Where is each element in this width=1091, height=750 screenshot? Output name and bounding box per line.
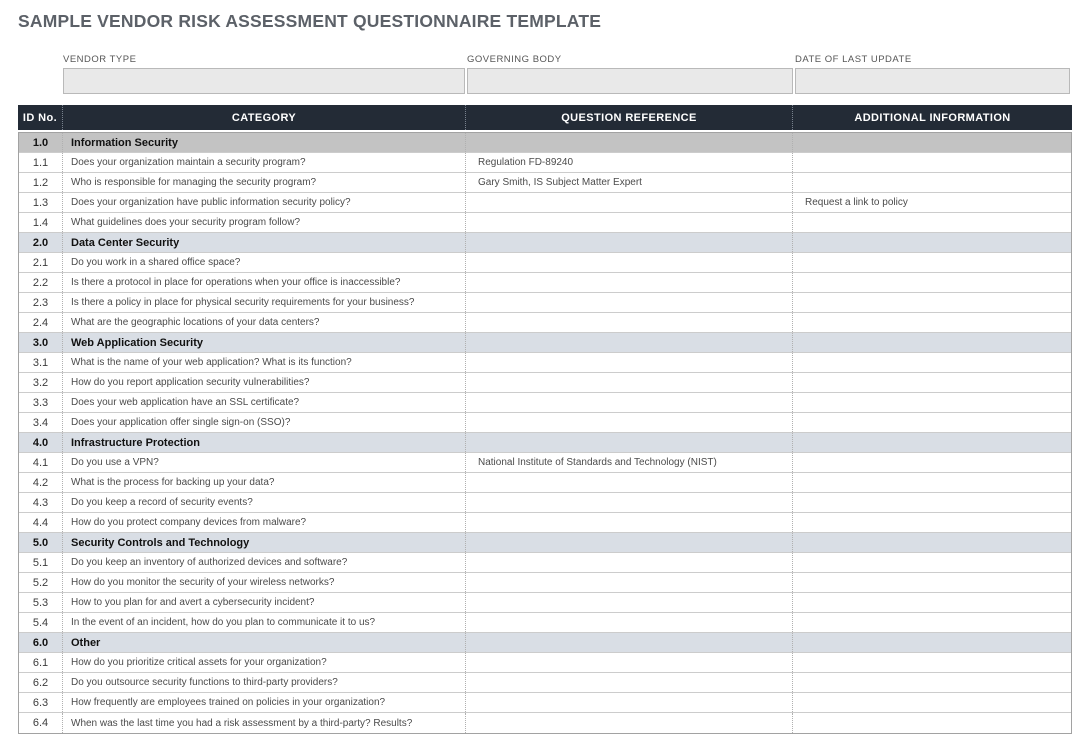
- additional-cell[interactable]: [793, 153, 1071, 172]
- table-row: [19, 613, 1071, 633]
- section-reference-cell[interactable]: [466, 533, 793, 552]
- table-row: [19, 373, 1071, 393]
- section-id[interactable]: 4.0: [19, 433, 63, 452]
- reference-cell[interactable]: [466, 213, 793, 232]
- additional-cell[interactable]: [793, 213, 1071, 232]
- question-cell[interactable]: How to you plan for and avert a cybersecurity incident?: [63, 593, 466, 612]
- row-id[interactable]: 4.2: [19, 473, 63, 492]
- row-id[interactable]: 6.2: [19, 673, 63, 692]
- table-row: [19, 553, 1071, 573]
- additional-cell[interactable]: [793, 613, 1071, 632]
- row-id[interactable]: 3.4: [19, 413, 63, 432]
- table-row: [19, 473, 1071, 493]
- section-additional-cell[interactable]: [793, 233, 1071, 252]
- section-additional-cell[interactable]: [793, 133, 1071, 152]
- row-id[interactable]: 5.4: [19, 613, 63, 632]
- row-id[interactable]: 2.2: [19, 273, 63, 292]
- row-id[interactable]: 4.3: [19, 493, 63, 512]
- question-cell[interactable]: Do you work in a shared office space?: [63, 253, 466, 272]
- section-additional-cell[interactable]: [793, 333, 1071, 352]
- row-id[interactable]: 3.1: [19, 353, 63, 372]
- question-cell[interactable]: What are the geographic locations of your data centers?: [63, 313, 466, 332]
- question-cell[interactable]: Does your application offer single sign-on (SSO)?: [63, 413, 466, 432]
- question-cell[interactable]: In the event of an incident, how do you plan to communicate it to us?: [63, 613, 466, 632]
- section-title[interactable]: Security Controls and Technology: [63, 533, 466, 552]
- question-cell[interactable]: How frequently are employees trained on policies in your organization?: [63, 693, 466, 712]
- section-row: [19, 333, 1071, 353]
- row-id[interactable]: 3.2: [19, 373, 63, 392]
- additional-cell[interactable]: [793, 473, 1071, 492]
- section-additional-cell[interactable]: [793, 433, 1071, 452]
- table-row: [19, 213, 1071, 233]
- table-row: [19, 573, 1071, 593]
- reference-cell[interactable]: National Institute of Standards and Technology (NIST): [466, 453, 793, 472]
- row-id[interactable]: 2.4: [19, 313, 63, 332]
- questionnaire-table: [18, 105, 1072, 734]
- reference-cell[interactable]: [466, 313, 793, 332]
- row-id[interactable]: 5.2: [19, 573, 63, 592]
- reference-cell[interactable]: [466, 673, 793, 692]
- additional-cell[interactable]: [793, 273, 1071, 292]
- table-row: [19, 273, 1071, 293]
- table-row: [19, 193, 1071, 213]
- table-row: [19, 313, 1071, 333]
- question-cell[interactable]: How do you monitor the security of your wireless networks?: [63, 573, 466, 592]
- additional-cell[interactable]: [793, 313, 1071, 332]
- header-category: CATEGORY: [62, 105, 465, 130]
- row-id[interactable]: 1.1: [19, 153, 63, 172]
- table-row: [19, 513, 1071, 533]
- additional-cell[interactable]: [793, 573, 1071, 592]
- date-of-last-update-input[interactable]: [795, 68, 1070, 94]
- top-fields: [63, 52, 1072, 94]
- reference-cell[interactable]: [466, 293, 793, 312]
- reference-cell[interactable]: [466, 693, 793, 712]
- reference-cell[interactable]: [466, 253, 793, 272]
- reference-cell[interactable]: [466, 613, 793, 632]
- additional-cell[interactable]: [793, 593, 1071, 612]
- section-id[interactable]: 5.0: [19, 533, 63, 552]
- section-row: [19, 433, 1071, 453]
- question-cell[interactable]: Does your organization maintain a security program?: [63, 153, 466, 172]
- additional-cell[interactable]: [793, 393, 1071, 412]
- reference-cell[interactable]: [466, 513, 793, 532]
- reference-cell[interactable]: [466, 473, 793, 492]
- additional-cell[interactable]: [793, 173, 1071, 192]
- question-cell[interactable]: How do you report application security vulnerabilities?: [63, 373, 466, 392]
- additional-cell[interactable]: [793, 493, 1071, 512]
- row-id[interactable]: 5.1: [19, 553, 63, 572]
- section-row: [19, 633, 1071, 653]
- section-reference-cell[interactable]: [466, 433, 793, 452]
- section-title[interactable]: Infrastructure Protection: [63, 433, 466, 452]
- section-row: [19, 233, 1071, 253]
- table-row: [19, 673, 1071, 693]
- row-id[interactable]: 1.3: [19, 193, 63, 212]
- section-id[interactable]: 3.0: [19, 333, 63, 352]
- section-row: [19, 133, 1071, 153]
- reference-cell[interactable]: [466, 713, 793, 733]
- additional-cell[interactable]: [793, 413, 1071, 432]
- additional-cell[interactable]: [793, 693, 1071, 712]
- table-row: [19, 713, 1071, 733]
- row-id[interactable]: 2.3: [19, 293, 63, 312]
- row-id[interactable]: 6.4: [19, 713, 63, 733]
- vendor-type-label: VENDOR TYPE: [63, 54, 137, 65]
- reference-cell[interactable]: Regulation FD-89240: [466, 153, 793, 172]
- question-cell[interactable]: How do you prioritize critical assets for your organization?: [63, 653, 466, 672]
- reference-cell[interactable]: [466, 193, 793, 212]
- reference-cell[interactable]: [466, 653, 793, 672]
- table-body: [18, 132, 1072, 734]
- table-row: [19, 393, 1071, 413]
- additional-cell[interactable]: [793, 713, 1071, 733]
- row-id[interactable]: 6.1: [19, 653, 63, 672]
- section-title[interactable]: Information Security: [63, 133, 466, 152]
- additional-cell[interactable]: [793, 373, 1071, 392]
- row-id[interactable]: 5.3: [19, 593, 63, 612]
- additional-cell[interactable]: Request a link to policy: [805, 197, 908, 208]
- question-cell[interactable]: Do you use a VPN?: [63, 453, 466, 472]
- table-row: [19, 693, 1071, 713]
- section-title[interactable]: Web Application Security: [63, 333, 466, 352]
- question-cell[interactable]: Do you outsource security functions to third-party providers?: [63, 673, 466, 692]
- question-cell[interactable]: What is the name of your web application? What is its function?: [63, 353, 466, 372]
- table-header-row: [18, 105, 1072, 130]
- header-id-no: ID No.: [22, 111, 58, 124]
- additional-cell[interactable]: [793, 673, 1071, 692]
- question-cell[interactable]: Is there a protocol in place for operations when your office is inaccessible?: [63, 273, 466, 292]
- additional-cell[interactable]: [793, 553, 1071, 572]
- section-additional-cell[interactable]: [793, 533, 1071, 552]
- table-row: [19, 173, 1071, 193]
- section-title[interactable]: Data Center Security: [63, 233, 466, 252]
- governing-body-field-group: [467, 52, 795, 94]
- row-id[interactable]: 1.2: [19, 173, 63, 192]
- additional-cell[interactable]: [793, 453, 1071, 472]
- question-cell[interactable]: Does your organization have public information security policy?: [63, 193, 466, 212]
- table-row: [19, 593, 1071, 613]
- section-additional-cell[interactable]: [793, 633, 1071, 652]
- section-id[interactable]: 1.0: [19, 133, 63, 152]
- section-title[interactable]: Other: [63, 633, 466, 652]
- section-row: [19, 533, 1071, 553]
- section-reference-cell[interactable]: [466, 233, 793, 252]
- page-title: SAMPLE VENDOR RISK ASSESSMENT QUESTIONNAIRE TEMPLATE: [18, 11, 602, 31]
- section-id[interactable]: 2.0: [19, 233, 63, 252]
- reference-cell[interactable]: [466, 573, 793, 592]
- additional-cell[interactable]: [793, 653, 1071, 672]
- row-id[interactable]: 3.3: [19, 393, 63, 412]
- section-reference-cell[interactable]: [466, 333, 793, 352]
- section-id[interactable]: 6.0: [19, 633, 63, 652]
- governing-body-input[interactable]: [467, 68, 793, 94]
- table-row: [19, 153, 1071, 173]
- governing-body-label: GOVERNING BODY: [467, 54, 562, 65]
- table-row: [19, 253, 1071, 273]
- table-row: [19, 293, 1071, 313]
- row-id[interactable]: 6.3: [19, 693, 63, 712]
- question-cell[interactable]: Who is responsible for managing the security program?: [63, 173, 466, 192]
- question-cell[interactable]: How do you protect company devices from malware?: [63, 513, 466, 532]
- question-cell[interactable]: Does your web application have an SSL certificate?: [63, 393, 466, 412]
- reference-cell[interactable]: [466, 593, 793, 612]
- row-id[interactable]: 4.1: [19, 453, 63, 472]
- table-row: [19, 493, 1071, 513]
- question-cell[interactable]: What is the process for backing up your data?: [63, 473, 466, 492]
- question-cell[interactable]: Do you keep an inventory of authorized devices and software?: [63, 553, 466, 572]
- section-reference-cell[interactable]: [466, 633, 793, 652]
- table-row: [19, 413, 1071, 433]
- reference-cell[interactable]: [466, 553, 793, 572]
- additional-cell[interactable]: [793, 293, 1071, 312]
- additional-cell[interactable]: [793, 513, 1071, 532]
- question-cell[interactable]: What guidelines does your security program follow?: [63, 213, 466, 232]
- section-reference-cell[interactable]: [466, 133, 793, 152]
- header-additional-information: ADDITIONAL INFORMATION: [792, 105, 1072, 130]
- question-cell[interactable]: Do you keep a record of security events?: [63, 493, 466, 512]
- reference-cell[interactable]: [466, 413, 793, 432]
- reference-cell[interactable]: [466, 373, 793, 392]
- reference-cell[interactable]: [466, 273, 793, 292]
- table-row: [19, 453, 1071, 473]
- row-id[interactable]: 1.4: [19, 213, 63, 232]
- row-id[interactable]: 4.4: [19, 513, 63, 532]
- additional-cell[interactable]: [793, 253, 1071, 272]
- reference-cell[interactable]: [466, 393, 793, 412]
- date-of-last-update-field-group: [795, 52, 1072, 94]
- vendor-type-field-group: [63, 52, 467, 94]
- vendor-type-input[interactable]: [63, 68, 465, 94]
- row-id[interactable]: 2.1: [19, 253, 63, 272]
- question-cell[interactable]: Is there a policy in place for physical security requirements for your business?: [63, 293, 466, 312]
- date-of-last-update-label: DATE OF LAST UPDATE: [795, 54, 912, 65]
- additional-cell[interactable]: [793, 353, 1071, 372]
- header-question-reference: QUESTION REFERENCE: [465, 105, 792, 130]
- table-row: [19, 653, 1071, 673]
- reference-cell[interactable]: Gary Smith, IS Subject Matter Expert: [466, 173, 793, 192]
- reference-cell[interactable]: [466, 353, 793, 372]
- question-cell[interactable]: When was the last time you had a risk assessment by a third-party? Results?: [63, 713, 466, 733]
- reference-cell[interactable]: [466, 493, 793, 512]
- table-row: [19, 353, 1071, 373]
